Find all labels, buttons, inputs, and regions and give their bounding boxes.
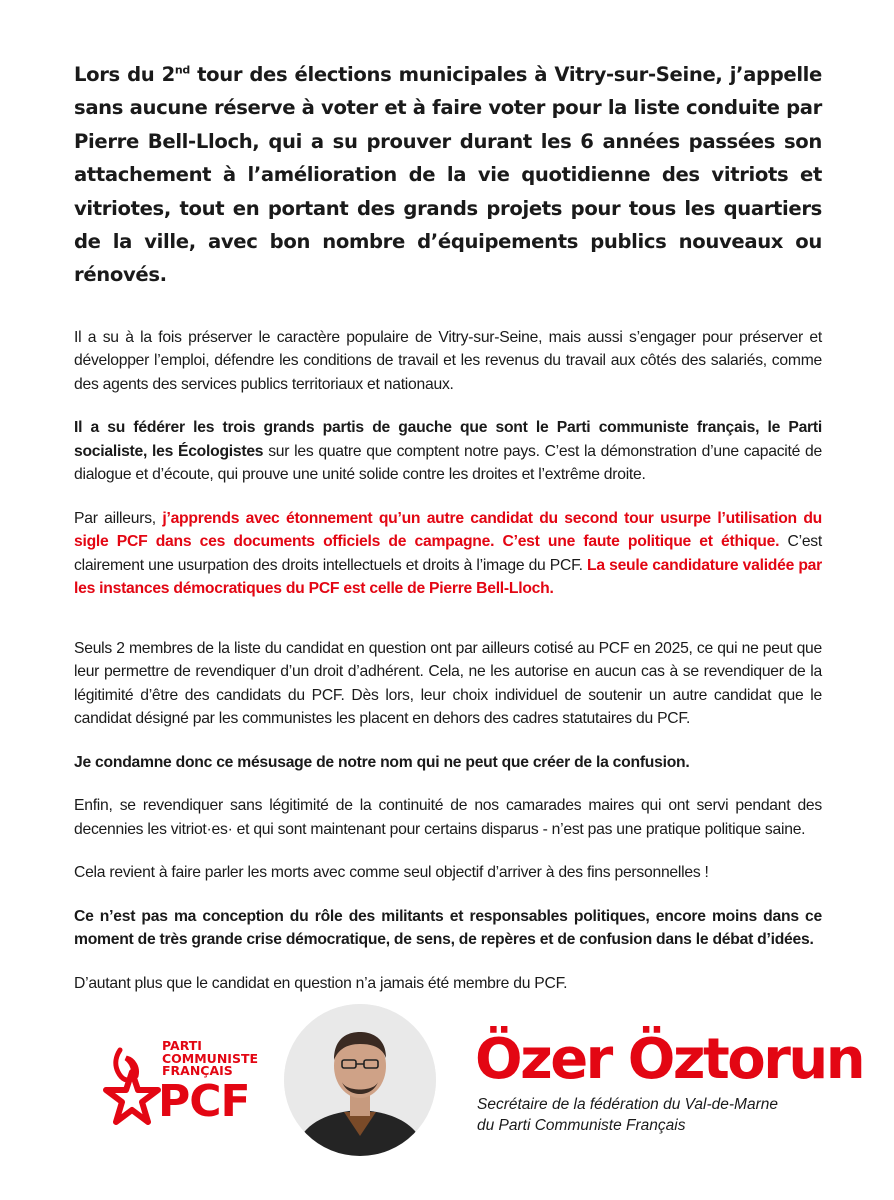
letter-body — [74, 58, 822, 1015]
paragraph-4: Seuls 2 membres de la liste du candidat en question ont par ailleurs cotisé au PCF en 2025, ce qui ne peut que leur permettre de revendiquer d’un droit d’adhérent. Cela, ne les autorise en aucun cas à se revendiquer de la légitimité d’être des candidats du PCF. Dès lors, leur choix individuel de soutenir un autre candidat que le candidat désigné par les communistes les placent en dehors des cadres statutaires du PCF. — [74, 639, 822, 728]
portrait-photo — [284, 1004, 436, 1156]
logo-acronym: PCF — [158, 1076, 250, 1127]
logo-line-2: COMMUNISTE — [162, 1050, 259, 1066]
portrait-illustration — [284, 1004, 436, 1156]
paragraph-8 — [74, 905, 822, 952]
signature-block — [0, 1000, 894, 1180]
lead-paragraph — [74, 58, 822, 292]
star-icon — [88, 1042, 168, 1134]
paragraph-8-bold: Ce n’est pas ma conception du rôle des militants et responsables politiques, encore moins dans ce moment de très grande crise démocratique, de sens, de repères et de confusion dans le débat d’idées. — [74, 907, 822, 949]
paragraph-3-red-1: j’apprends avec étonnement qu’un autre candidat du second tour usurpe l’utilisation du sigle PCF dans ces documents officiels de campagne. C’est une faute politique et éthique. — [74, 509, 823, 551]
paragraph-2-rest: sur les quatre que comptent notre pays. C’est la démonstration d’une capacité de dialogue et d’écoute, qui prouve une unité solide contre les droites et l’extrême droite. — [74, 442, 822, 484]
paragraph-1: Il a su à la fois préserver le caractère populaire de Vitry-sur-Seine, mais aussi s’engager pour préserver et développer l’emploi, défendre les conditions de travail et les revenus du travail aux côtés des salariés, comme des agents des services publics territoriaux et nationaux. — [74, 328, 822, 393]
role-line-1: Secrétaire de la fédération du Val-de-Marne — [477, 1096, 778, 1113]
lead-text-rest: tour des élections municipales à Vitry-sur-Seine, j’appelle sans aucune réserve à voter et à faire voter pour la liste conduite par Pierre Bell-Lloch, qui a su prouver durant les 6 années passées son attachement à l’amélioration de la vie quotidienne des vitriots et vitriotes, tout en portant des grands projets pour tous les quartiers de la ville, avec bon nombre d’équipements publics nouveaux ou rénovés. — [74, 63, 822, 287]
paragraph-9: D’autant plus que le candidat en question n’a jamais été membre du PCF. — [74, 974, 568, 992]
lead-text-start: Lors du 2 — [74, 63, 175, 86]
paragraph-2-bold: Il a su fédérer les trois grands partis de gauche que sont le Parti communiste français, le Parti socialiste, les Écologistes — [74, 419, 822, 460]
paragraph-3-intro: Par ailleurs, — [74, 509, 163, 527]
logo-line-3: FRANÇAIS — [162, 1063, 233, 1078]
pcf-logo — [90, 1040, 260, 1130]
paragraph-2 — [74, 416, 822, 487]
paragraph-3 — [74, 507, 822, 601]
signatory-name: Özer Öztorun — [475, 1027, 864, 1092]
paragraph-3-red-2: La seule candidature validée par les instances démocratiques du PCF est celle de Pierre Bell-Lloch. — [74, 556, 822, 598]
signatory-role — [477, 1094, 778, 1136]
paragraph-5-bold: Je condamne donc ce mésusage de notre nom qui ne peut que créer de la confusion. — [74, 753, 690, 771]
paragraph-7: Cela revient à faire parler les morts avec comme seul objectif d’arriver à des fins personnelles ! — [74, 864, 709, 882]
paragraph-6: Enfin, se revendiquer sans légitimité de la continuité de nos camarades maires qui ont servi pendant des decennies les vitriot·es· et qui sont maintenant pour certains disparus - n’est pas une pratique politique saine. — [74, 797, 822, 838]
paragraph-3-middle: C’est clairement une usurpation des droits intellectuels et droits à l’image du PCF. — [74, 533, 822, 574]
logo-line-1: PARTI — [162, 1038, 202, 1053]
role-line-2: du Parti Communiste Français — [477, 1117, 686, 1134]
paragraph-5 — [74, 751, 822, 775]
pcf-logo-wordmark — [162, 1040, 262, 1078]
ordinal-suffix: nd — [174, 63, 190, 77]
